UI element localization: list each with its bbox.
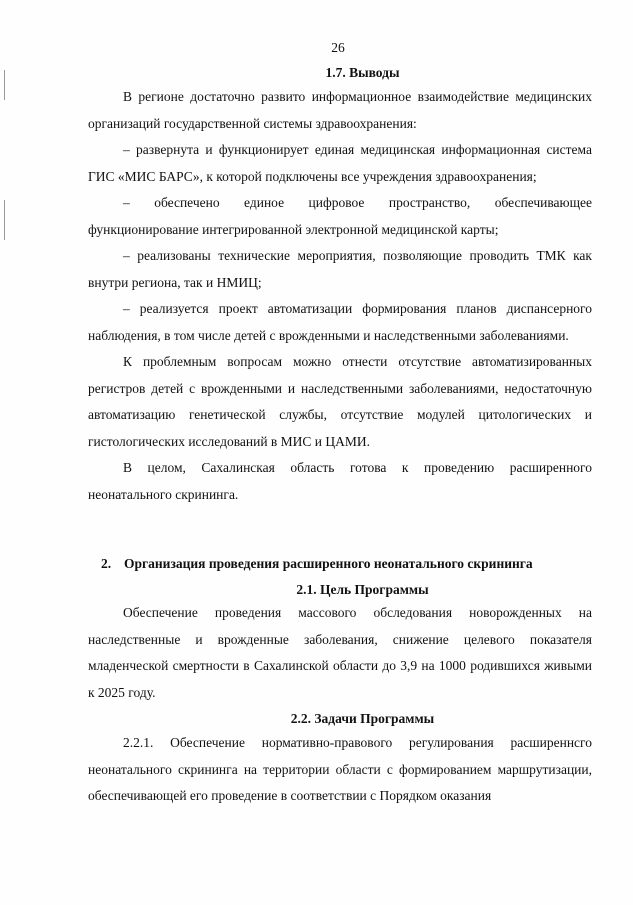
- scan-edge-mark: [4, 200, 5, 240]
- bullet-item: – развернута и функционирует единая медицинская информационная система ГИС «МИС БАРС», к которой подключены все учреждения здравоохранения;: [88, 142, 592, 184]
- section-1-7-heading: 1.7. Выводы: [325, 65, 400, 80]
- section-2-heading: [101, 556, 533, 572]
- paragraph: В регионе достаточно развито информационное взаимодействие медицинских организаций государственной системы здравоохранения:: [88, 89, 592, 131]
- scan-edge-mark: [4, 70, 5, 100]
- section-1-7-body: [88, 84, 592, 508]
- paragraph: Обеспечение проведения массового обследования новорожденных на наследственные и врожденные заболевания, снижение целевого показателя младенческой смертности в Сахалинской области до 3,9 на 1000 родившихся живыми к 2025 году.: [88, 605, 592, 700]
- bullet-item: – обеспечено единое цифровое пространство, обеспечивающее функционирование интегрированной электронной медицинской карты;: [88, 195, 592, 237]
- section-2-2-body: [88, 730, 592, 810]
- section-2-title: Организация проведения расширенного неонатального скрининга: [124, 556, 533, 571]
- section-2-1-body: [88, 600, 592, 706]
- section-2-2-heading: 2.2. Задачи Программы: [290, 711, 435, 726]
- bullet-item: – реализуется проект автоматизации формирования планов диспансерного наблюдения, в том числе детей с врожденными и наследственными заболеваниями.: [88, 301, 592, 343]
- paragraph: К проблемным вопросам можно отнести отсутствие автоматизированных регистров детей с врожденными и наследственными заболеваниями, недостаточную автоматизацию генетической службы, отсутствие модулей цитологических и гистологических исследований в МИС и ЦАМИ.: [88, 354, 592, 449]
- page-number: 26: [331, 40, 345, 55]
- section-2-1-heading: 2.1. Цель Программы: [296, 582, 429, 597]
- bullet-item: – реализованы технические мероприятия, позволяющие проводить ТМК как внутри региона, так и НМИЦ;: [88, 248, 592, 290]
- paragraph: 2.2.1. Обеспечение нормативно-правового регулирования расширеннсго неонатального скрининга на территории области с формированием маршрутизации, обеспечивающей его проведение в соответствии с Порядком оказания: [88, 735, 592, 803]
- section-2-number: 2.: [101, 556, 112, 571]
- paragraph: В целом, Сахалинская область готова к проведению расширенного неонатального скрининга.: [88, 460, 592, 502]
